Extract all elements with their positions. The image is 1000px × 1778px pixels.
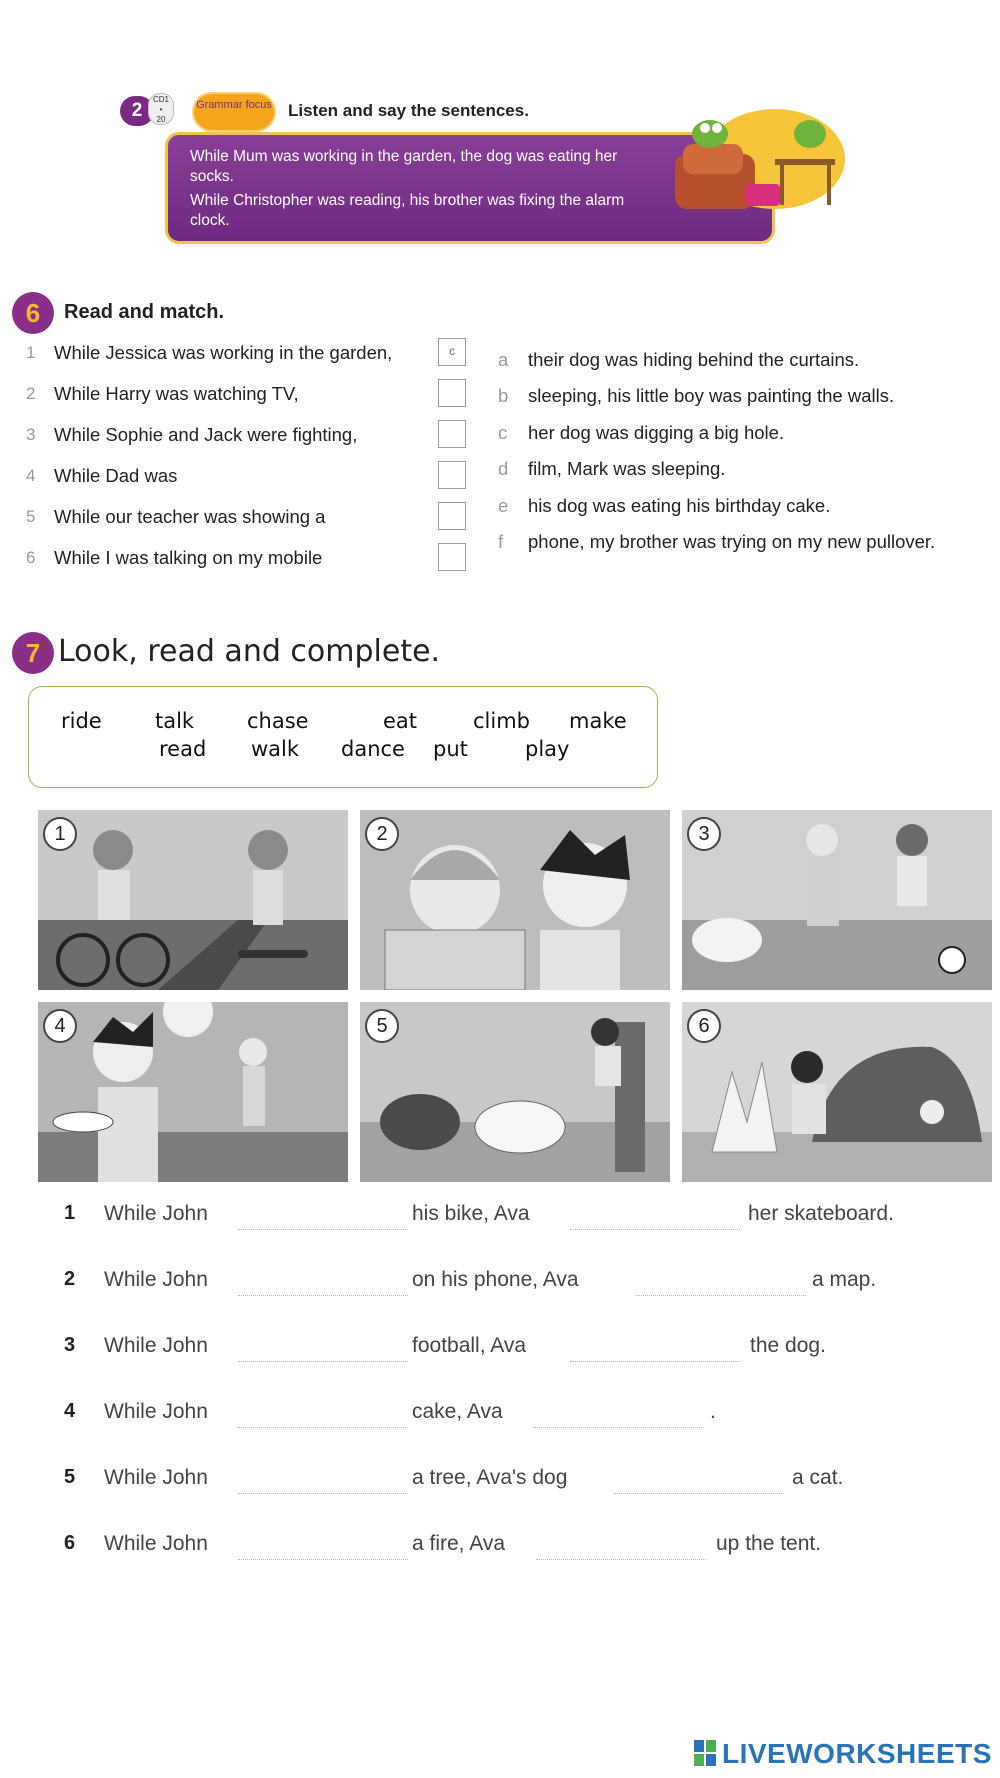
- sentence-row: 1 While John his bike, Ava her skateboard.: [0, 1194, 1000, 1234]
- answer-input[interactable]: [238, 1466, 408, 1494]
- word: climb: [473, 709, 531, 733]
- dog-football-illustration: [682, 810, 992, 990]
- footer-brand: LIVEWORKSHEETS: [722, 1738, 992, 1769]
- word: read: [159, 737, 207, 761]
- match-option: a their dog was hiding behind the curtains.: [498, 349, 860, 370]
- exercise-6-badge: 6: [12, 292, 54, 334]
- match-item: 2 While Harry was watching TV,: [26, 379, 466, 409]
- word: play: [525, 737, 570, 761]
- answer-input[interactable]: [636, 1268, 806, 1296]
- phone-map-illustration: [360, 810, 670, 990]
- sentence-row: 4 While John cake, Ava .: [0, 1392, 1000, 1432]
- word: dance: [341, 737, 405, 761]
- word: talk: [155, 709, 195, 733]
- picture-phone-map: 2: [360, 810, 670, 990]
- sentence-row: 3 While John football, Ava the dog.: [0, 1326, 1000, 1366]
- word: walk: [251, 737, 300, 761]
- word: make: [569, 709, 627, 733]
- match-option: f phone, my brother was trying on my new pullover.: [498, 531, 936, 552]
- answer-box[interactable]: c: [438, 338, 466, 366]
- match-item: 3 While Sophie and Jack were fighting,: [26, 420, 466, 450]
- answer-box[interactable]: [438, 379, 466, 407]
- sentence-row: 6 While John a fire, Ava up the tent.: [0, 1524, 1000, 1564]
- exercise-6-title: Read and match.: [64, 301, 225, 323]
- match-option: b sleeping, his little boy was painting the walls.: [498, 385, 895, 406]
- match-option: e his dog was eating his birthday cake.: [498, 495, 831, 516]
- answer-box[interactable]: [438, 461, 466, 489]
- picture-bike-skateboard: 1: [38, 810, 348, 990]
- answer-box[interactable]: [438, 543, 466, 571]
- cake-dance-illustration: [38, 1002, 348, 1182]
- answer-input[interactable]: [614, 1466, 784, 1494]
- match-item: 6 While I was talking on my mobile: [26, 543, 466, 573]
- word-bank: [28, 686, 658, 788]
- match-option: c her dog was digging a big hole.: [498, 422, 785, 443]
- match-item: 5 While our teacher was showing a: [26, 502, 466, 532]
- picture-cake-dance: 4: [38, 1002, 348, 1182]
- liveworksheets-logo-icon: [694, 1738, 718, 1768]
- picture-dog-football: 3: [682, 810, 992, 990]
- answer-input[interactable]: [238, 1334, 408, 1362]
- word: ride: [61, 709, 102, 733]
- picture-fire-tent: 6: [682, 1002, 992, 1182]
- grammar-focus-title: Listen and say the sentences.: [288, 101, 529, 120]
- word: put: [433, 737, 468, 761]
- answer-input[interactable]: [238, 1268, 408, 1296]
- fire-tent-illustration: [682, 1002, 992, 1182]
- bike-skateboard-illustration: [38, 810, 348, 990]
- word: eat: [383, 709, 418, 733]
- answer-box[interactable]: [438, 420, 466, 448]
- cd-icon: CD1 • 20: [148, 93, 174, 125]
- exercise-7-title: Look, read and complete.: [58, 634, 441, 669]
- answer-input[interactable]: [536, 1532, 706, 1560]
- match-option: d film, Mark was sleeping.: [498, 458, 726, 479]
- answer-input[interactable]: [534, 1400, 704, 1428]
- sentence-row: 2 While John on his phone, Ava a map.: [0, 1260, 1000, 1300]
- answer-input[interactable]: [570, 1334, 740, 1362]
- match-item: 1 While Jessica was working in the garden, c: [26, 338, 466, 368]
- answer-input[interactable]: [238, 1202, 408, 1230]
- tree-cat-illustration: [360, 1002, 670, 1182]
- grammar-sentence-1: While Mum was working in the garden, the dog was eating her socks.: [190, 148, 618, 185]
- answer-input[interactable]: [238, 1400, 408, 1428]
- exercise-7-badge: 7: [12, 632, 54, 674]
- answer-box[interactable]: [438, 502, 466, 530]
- picture-tree-cat: 5: [360, 1002, 670, 1182]
- sentence-row: 5 While John a tree, Ava's dog a cat.: [0, 1458, 1000, 1498]
- grammar-focus-badge: Grammar focus: [192, 92, 276, 132]
- track-number: 2: [120, 96, 154, 126]
- grammar-sentence-2: While Christopher was reading, his brother was fixing the alarm clock.: [190, 192, 625, 229]
- answer-input[interactable]: [238, 1532, 408, 1560]
- answer-input[interactable]: [570, 1202, 740, 1230]
- word: chase: [247, 709, 309, 733]
- crocodiles-illustration: [665, 104, 845, 216]
- match-item: 4 While Dad was: [26, 461, 466, 491]
